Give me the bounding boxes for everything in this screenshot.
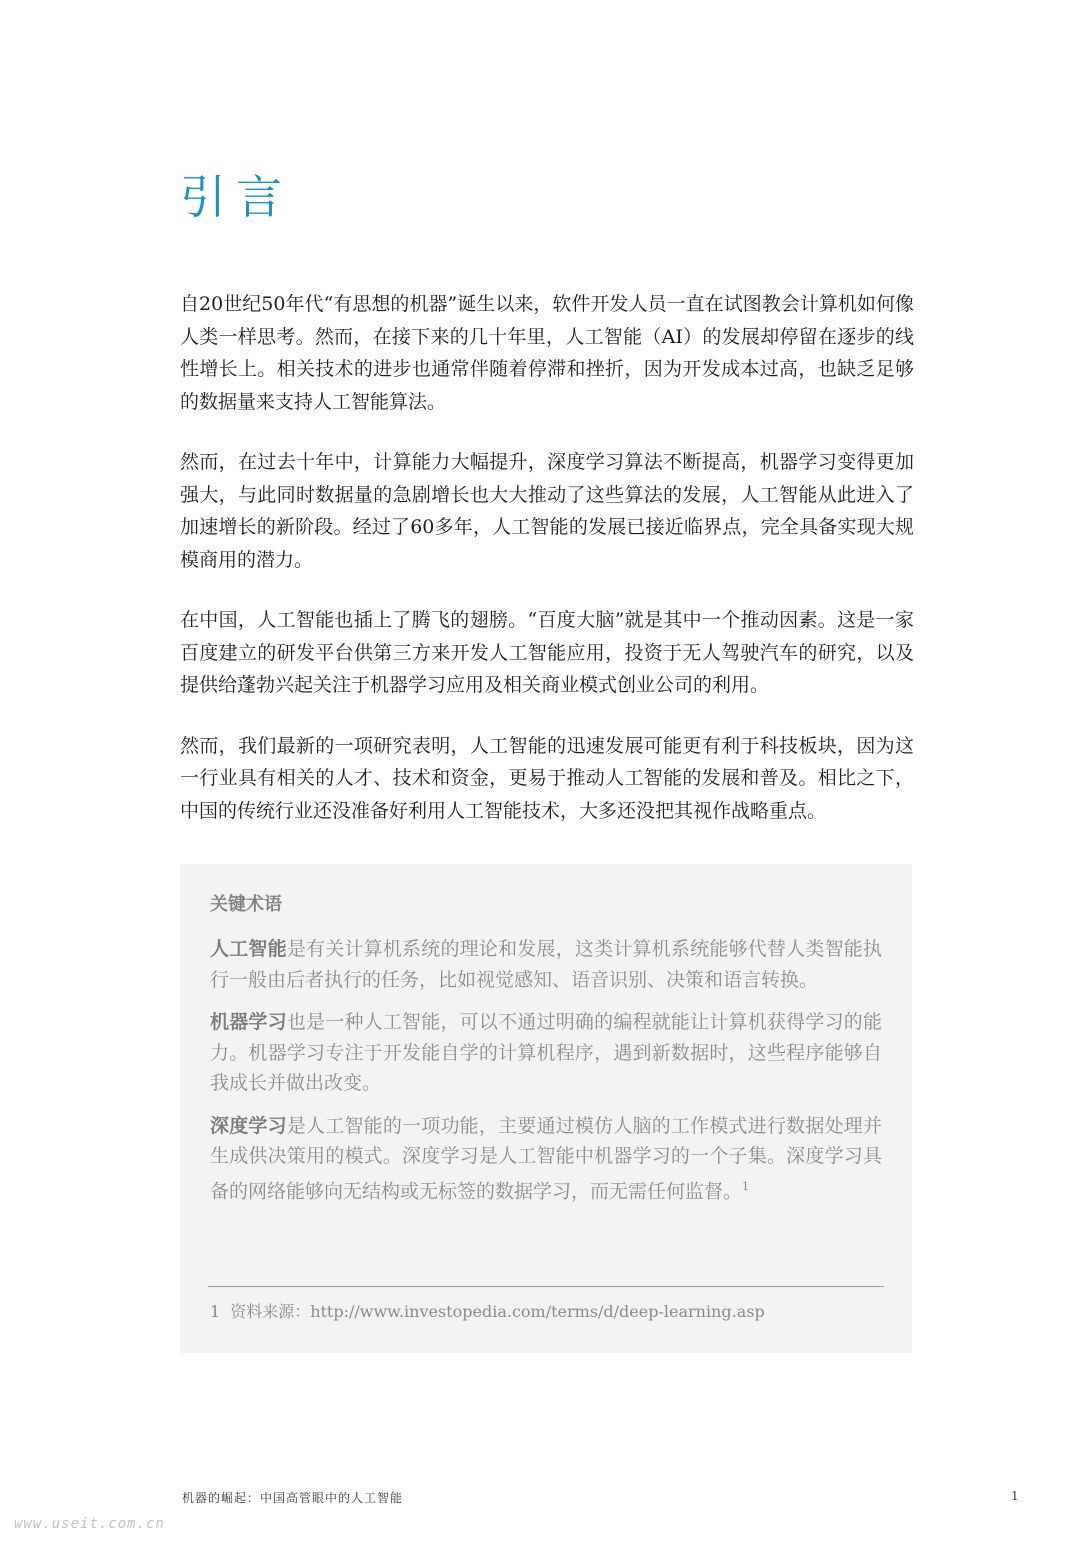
footnote-reference[interactable]: 1 [742, 1179, 750, 1193]
footnote-source-text: 资料来源：http://www.investopedia.com/terms/d/deep-learning.asp [230, 1302, 765, 1321]
footer-publication-title: 机器的崛起：中国高管眼中的人工智能 [182, 1491, 404, 1505]
term-definition: 是有关计算机系统的理论和发展，这类计算机系统能够代替人类智能执行一般由后者执行的任务，比如视觉感知、语音识别、决策和语言转换。 [210, 938, 882, 991]
term-ai [210, 934, 882, 995]
watermark: www.useit.com.cn [14, 1516, 165, 1532]
footnote-number: 1 [210, 1302, 221, 1321]
key-terms-box [180, 864, 912, 1353]
paragraph: 然而，在过去十年中，计算能力大幅提升，深度学习算法不断提高，机器学习变得更加强大，与此同时数据量的急剧增长也大大推动了这些算法的发展，人工智能从此进入了加速增长的新阶段。经过了60多年，人工智能的发展已接近临界点，完全具备实现大规模商用的潜力。 [180, 451, 914, 571]
footnote-divider [208, 1286, 884, 1287]
term-definition: 是人工智能的一项功能，主要通过模仿人脑的工作模式进行数据处理并生成供决策用的模式。深度学习是人工智能中机器学习的一个子集。深度学习具备的网络能够向无结构或无标签的数据学习，而无需任何监督。 [210, 1114, 882, 1202]
term-name: 机器学习 [210, 1011, 287, 1033]
key-terms-heading: 关键术语 [210, 894, 282, 915]
footnote [210, 1300, 765, 1324]
term-name: 人工智能 [210, 938, 287, 960]
term-deep-learning [210, 1111, 882, 1207]
term-machine-learning [210, 1007, 882, 1099]
paragraph: 然而，我们最新的一项研究表明，人工智能的迅速发展可能更有利于科技板块，因为这一行业具有相关的人才、技术和资金，更易于推动人工智能的发展和普及。相比之下，中国的传统行业还没准备好利用人工智能技术，大多还没把其视作战略重点。 [180, 734, 914, 822]
paragraph: 自20世纪50年代“有思想的机器”诞生以来，软件开发人员一直在试图教会计算机如何像人类一样思考。然而，在接下来的几十年里，人工智能（AI）的发展却停留在逐步的线性增长上。相关技术的进步也通常伴随着停滞和挫折，因为开发成本过高，也缺乏足够的数据量来支持人工智能算法。 [180, 293, 914, 413]
body-text [180, 288, 914, 855]
term-definition: 也是一种人工智能，可以不通过明确的编程就能让计算机获得学习的能力。机器学习专注于开发能自学的计算机程序，遇到新数据时，这些程序能够自我成长并做出改变。 [210, 1011, 882, 1094]
page-number: 1 [1011, 1489, 1019, 1503]
paragraph: 在中国，人工智能也插上了腾飞的翅膀。“百度大脑”就是其中一个推动因素。这是一家百度建立的研发平台供第三方来开发人工智能应用，投资于无人驾驶汽车的研究，以及提供给蓬勃兴起关注于机器学习应用及相关商业模式创业公司的利用。 [180, 609, 914, 696]
term-name: 深度学习 [210, 1114, 287, 1137]
page-title: 引言 [180, 170, 292, 224]
